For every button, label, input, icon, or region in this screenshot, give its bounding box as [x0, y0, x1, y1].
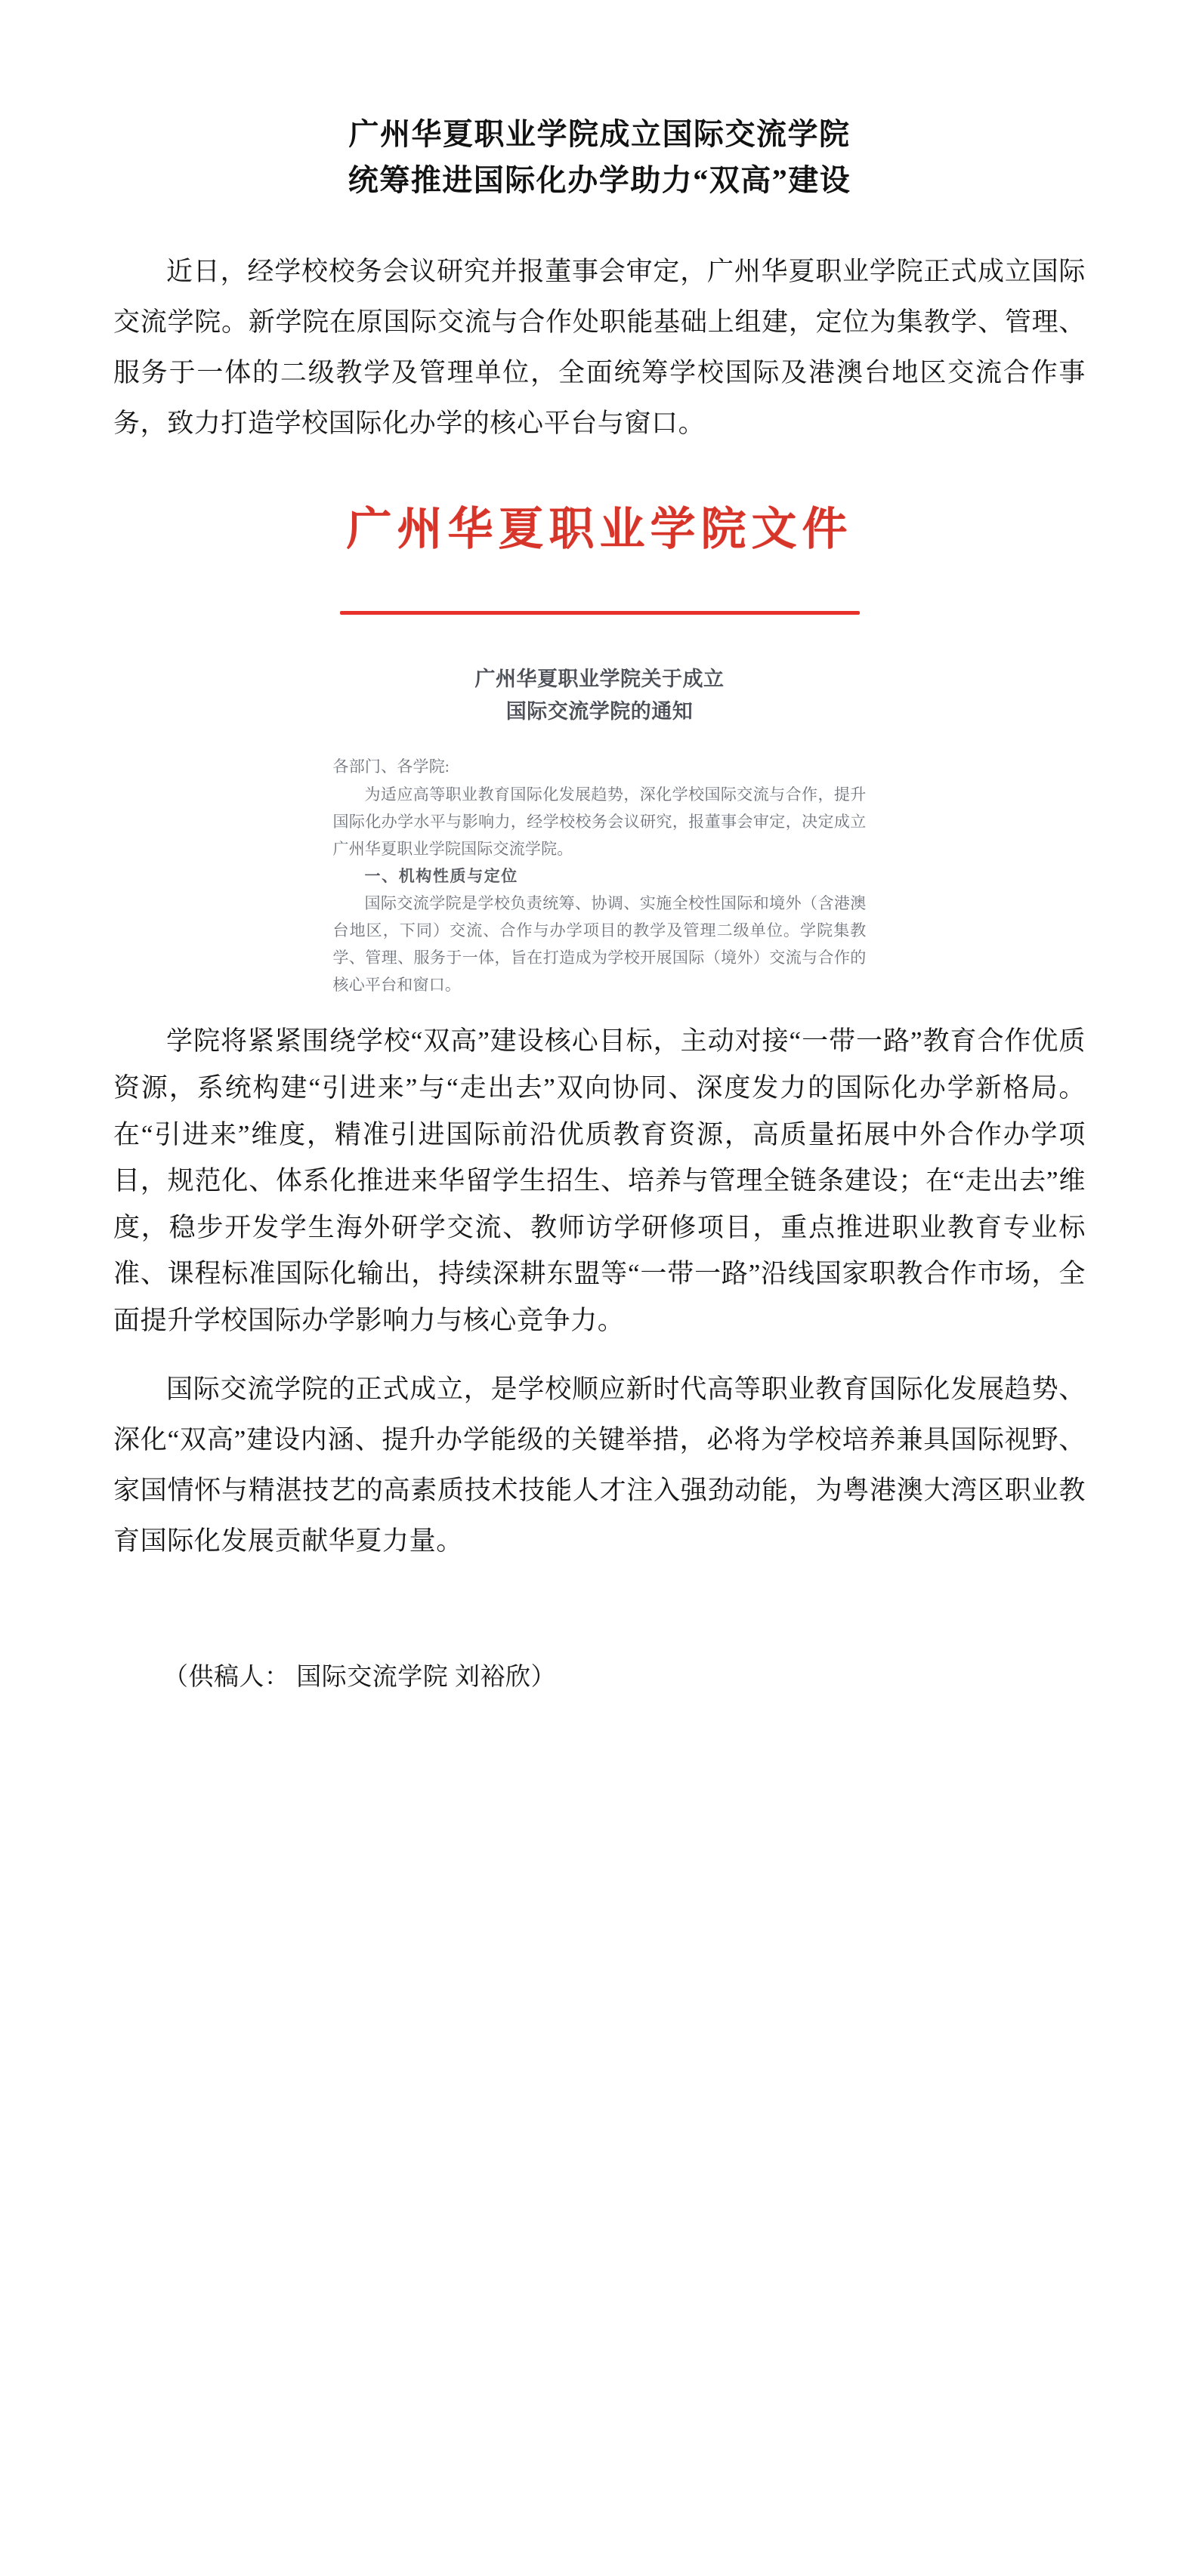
document-red-separator-line: [340, 611, 860, 615]
article-paragraph-2: 学院将紧紧围绕学校“双高”建设核心目标，主动对接“一带一路”教育合作优质资源，系统构建“引进来”与“走出去”双向协同、深度发力的国际化办学新格局。在“引进来”维度，精准引进国际前沿优质教育资源，高质量拓展中外合作办学项目，规范化、体系化推进来华留学生招生、培养与管理全链条建设；在“走出去”维度，稳步开发学生海外研学交流、教师访学研修项目，重点推进职业教育专业标准、课程标准国际化输出，持续深耕东盟等“一带一路”沿线国家职教合作市场，全面提升学校国际办学影响力与核心竞争力。: [113, 1026, 1086, 1335]
article-paragraph-3: 国际交流学院的正式成立，是学校顺应新时代高等职业教育国际化发展趋势、深化“双高”建设内涵、提升办学能级的关键举措，必将为学校培养兼具国际视野、家国情怀与精湛技艺的高素质技术技能人才注入强劲动能，为粤港澳大湾区职业教育国际化发展贡献华夏力量。: [113, 1374, 1086, 1556]
document-content: [333, 753, 867, 998]
headline-line-2: 统筹推进国际化办学助力“双高”建设: [348, 162, 851, 197]
document-rule-container: [184, 611, 1015, 615]
document-intro-paragraph: 为适应高等职业教育国际化发展趋势，深化学校国际交流与合作，提升国际化办学水平与影响力，经学校校务会议研究，报董事会审定，决定成立广州华夏职业学院国际交流学院。: [332, 785, 867, 858]
document-title: [184, 663, 1015, 727]
document-title-line-2: 国际交流学院的通知: [505, 699, 694, 723]
article-paragraph-1: 近日，经学校校务会议研究并报董事会审定，广州华夏职业学院正式成立国际交流学院。新学院在原国际交流与合作处职能基础上组建，定位为集教学、管理、服务于一体的二级教学及管理单位，全面统筹学校国际及港澳台地区交流合作事务，致力打造学校国际化办学的核心平台与窗口。: [113, 256, 1086, 439]
document-section-heading: 一、机构性质与定位: [364, 866, 518, 885]
headline-line-1: 广州华夏职业学院成立国际交流学院: [348, 117, 851, 151]
article-byline: （供稿人： 国际交流学院 刘裕欣）: [163, 1664, 556, 1692]
document-salutation: 各部门、各学院:: [332, 757, 450, 776]
embedded-document-scan: [184, 482, 1015, 1018]
page-title: [0, 0, 1199, 204]
document-title-line-1: 广州华夏职业学院关于成立: [474, 668, 725, 691]
document-section-paragraph: 国际交流学院是学校负责统筹、协调、实施全校性国际和境外（含港澳台地区，下同）交流、合作与办学项目的教学及管理二级单位。学院集教学、管理、服务于一体，旨在打造成为学校开展国际（境外）交流与合作的核心平台和窗口。: [332, 894, 867, 995]
article-body: [0, 246, 1199, 1567]
document-red-header: 广州华夏职业学院文件: [346, 504, 853, 555]
